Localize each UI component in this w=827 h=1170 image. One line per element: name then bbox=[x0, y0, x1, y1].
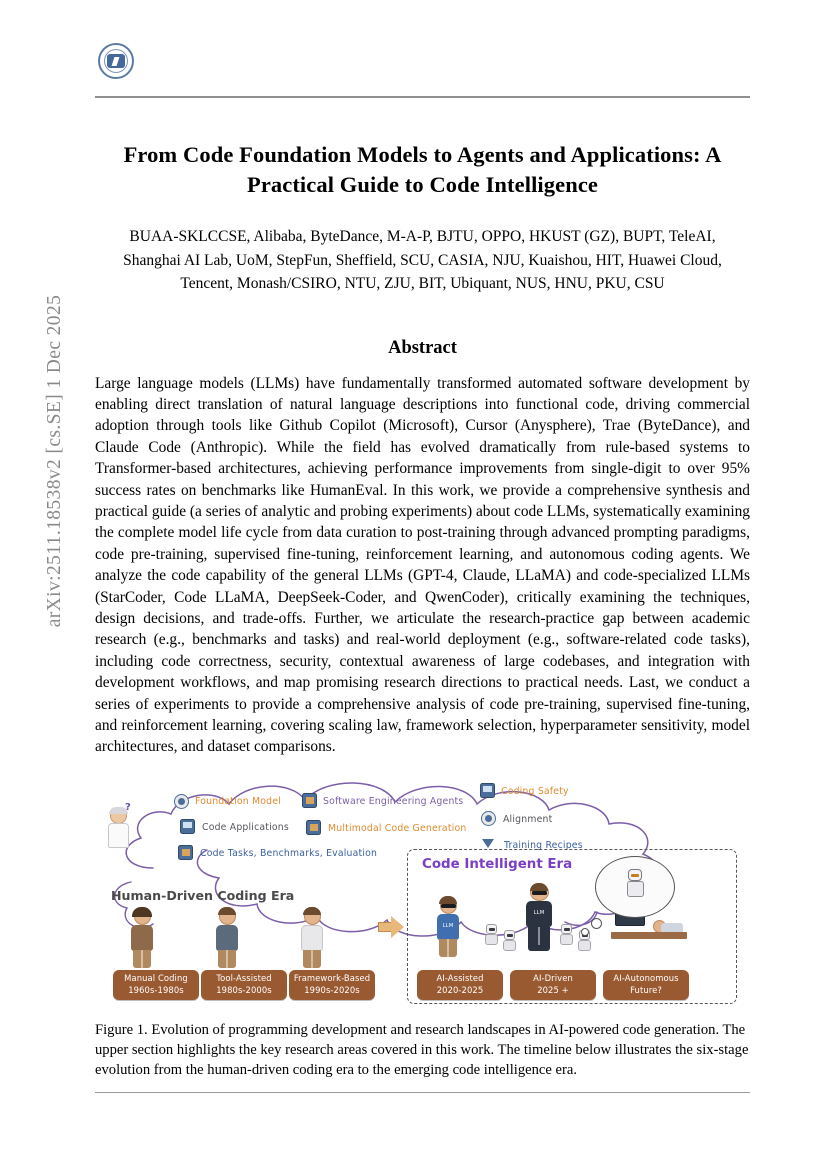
scientist-character bbox=[103, 808, 133, 850]
footer-divider bbox=[95, 1092, 750, 1093]
timeline-years-label: 2020-2025 bbox=[436, 984, 484, 995]
era-heading-human-driven: Human-Driven Coding Era bbox=[111, 887, 295, 903]
university-seal-logo-icon bbox=[98, 43, 134, 79]
abstract-heading: Abstract bbox=[388, 337, 457, 358]
topic-label-se-agents: Software Engineering Agents bbox=[323, 795, 464, 807]
timeline-box-tool-assisted bbox=[201, 970, 287, 1000]
character-ai-driven bbox=[519, 884, 559, 958]
timeline-era-label: Framework-Based bbox=[293, 973, 371, 984]
question-mark-icon: ? bbox=[125, 801, 131, 813]
topic-label-alignment: Alignment bbox=[503, 813, 553, 825]
paper-page bbox=[95, 0, 750, 1170]
figure-canvas bbox=[95, 772, 750, 1012]
timeline-years-label: Future? bbox=[630, 984, 662, 995]
character-ai-assisted bbox=[431, 897, 465, 959]
timeline-years-label: 1990s-2020s bbox=[304, 984, 360, 995]
robot-helper bbox=[501, 930, 518, 954]
llm-badge: LLM bbox=[442, 922, 454, 929]
timeline-box-framework-based bbox=[289, 970, 375, 1000]
abstract-text: Large language models (LLMs) have fundamentally transformed automated software development by enabling direct translation of natural language descriptions into functional code, driving commercial adoption through tools like Github Copilot (Microsoft), Cursor (Anysphere), Trae (ByteDance), and Claude Code (Anthropic). While the field has evolved dramatically from rule-based systems to Transformer-based architectures, achieving performance improvements from single-digit to over 95% success rates on benchmarks like HumanEval. In this work, we provide a comprehensive synthesis and practical guide (a series of analytic and probing experiments) about code LLMs, systematically examining the complete model life cycle from data curation to post-training through advanced prompting paradigms, code pre-training, supervised fine-tuning, reinforcement learning, and autonomous coding agents. We analyze the code capability of the general LLMs (GPT-4, Claude, LLaMA) and code-specialized LLMs (StarCoder, Code LLaMA, DeepSeek-Coder, and QwenCoder), critically examining the techniques, design decisions, and trade-offs. Further, we articulate the research-practice gap between academic research (e.g., benchmarks and tasks) and real-world deployment (e.g., software-related code tasks), including code correctness, security, contextual awareness of large codebases, and integration with development workflows, and map promising research directions to practical needs. Last, we conduct a series of experiments to provide a comprehensive analysis of code pre-training, supervised fine-tuning, and reinforcement learning, covering scaling law, framework selection, hyperparameter sensitivity, model architectures, and dataset comparisons. bbox=[95, 374, 750, 756]
topic-label-coding-safety: Coding Safety bbox=[501, 785, 569, 797]
timeline-era-label: AI-Assisted bbox=[436, 973, 484, 984]
author-line: Shanghai AI Lab, UoM, StepFun, Sheffield, SCU, CASIA, NJU, Kuaishou, HIT, Huawei Cloud, bbox=[123, 251, 722, 269]
page-title: From Code Foundation Models to Agents and Applications: A Practical Guide to Code Intelligence bbox=[123, 142, 722, 197]
timeline-box-manual-coding bbox=[113, 970, 199, 1000]
topic-label-code-tasks: Code Tasks, Benchmarks, Evaluation bbox=[200, 847, 378, 859]
header-divider bbox=[95, 96, 750, 98]
figure-caption: Figure 1. Evolution of programming development and research landscapes in AI-powered code generation. The upper section highlights the key research areas covered in this work. The timeline below illustrates the six-stage evolution from the human-driven coding era to the emerging code intelligence era. bbox=[95, 1021, 749, 1078]
timeline-box-ai-autonomous bbox=[603, 970, 689, 1000]
thought-bubble-dot bbox=[591, 918, 602, 929]
author-line: Tencent, Monash/CSIRO, NTU, ZJU, BIT, Ubiquant, NUS, HNU, PKU, CSU bbox=[180, 275, 665, 292]
figure-1 bbox=[95, 772, 750, 1012]
llm-badge: LLM bbox=[533, 909, 545, 916]
arxiv-identifier-stamp: arXiv:2511.18538v2 [cs.SE] 1 Dec 2025 bbox=[44, 294, 65, 628]
robot-helper bbox=[558, 924, 575, 948]
topic-label-foundation-model: Foundation Model bbox=[195, 795, 281, 807]
thought-bubble-autonomous-robot bbox=[595, 856, 675, 918]
document-search-icon bbox=[306, 820, 321, 835]
character-framework-dev bbox=[295, 908, 329, 970]
laptop-book-icon bbox=[178, 845, 193, 860]
topic-label-code-applications: Code Applications bbox=[202, 821, 289, 833]
character-caveman bbox=[125, 908, 159, 970]
robot-helper bbox=[483, 924, 500, 948]
timeline-years-label: 2025 + bbox=[537, 984, 569, 995]
topic-label-training-recipes: Training Recipes bbox=[504, 839, 583, 851]
timeline-era-label: Tool-Assisted bbox=[216, 973, 272, 984]
stacked-books-icon bbox=[174, 794, 189, 809]
bookshelf-icon bbox=[302, 793, 317, 808]
timeline-years-label: 1960s-1980s bbox=[128, 984, 184, 995]
timeline-era-label: AI-Autonomous bbox=[613, 973, 679, 984]
thought-bubble-dot bbox=[581, 928, 589, 936]
topic-label-multimodal-codegen: Multimodal Code Generation bbox=[328, 822, 467, 834]
timeline-box-ai-driven bbox=[510, 970, 596, 1000]
author-affiliation-list bbox=[95, 225, 750, 296]
timeline-era-label: AI-Driven bbox=[533, 973, 573, 984]
author-line: BUAA-SKLCCSE, Alibaba, ByteDance, M-A-P, BJTU, OPPO, HKUST (GZ), BUPT, TeleAI, bbox=[129, 228, 716, 245]
era-heading-code-intelligent: Code Intelligent Era bbox=[422, 856, 573, 872]
desktop-app-icon bbox=[180, 819, 195, 834]
timeline-era-label: Manual Coding bbox=[124, 973, 188, 984]
character-tool-user bbox=[210, 908, 244, 970]
era-transition-arrow-icon bbox=[378, 916, 404, 938]
page-header bbox=[95, 0, 750, 104]
compass-icon bbox=[481, 811, 496, 826]
timeline-box-ai-assisted bbox=[417, 970, 503, 1000]
timeline-years-label: 1980s-2000s bbox=[216, 984, 272, 995]
secure-screen-icon bbox=[480, 783, 495, 798]
